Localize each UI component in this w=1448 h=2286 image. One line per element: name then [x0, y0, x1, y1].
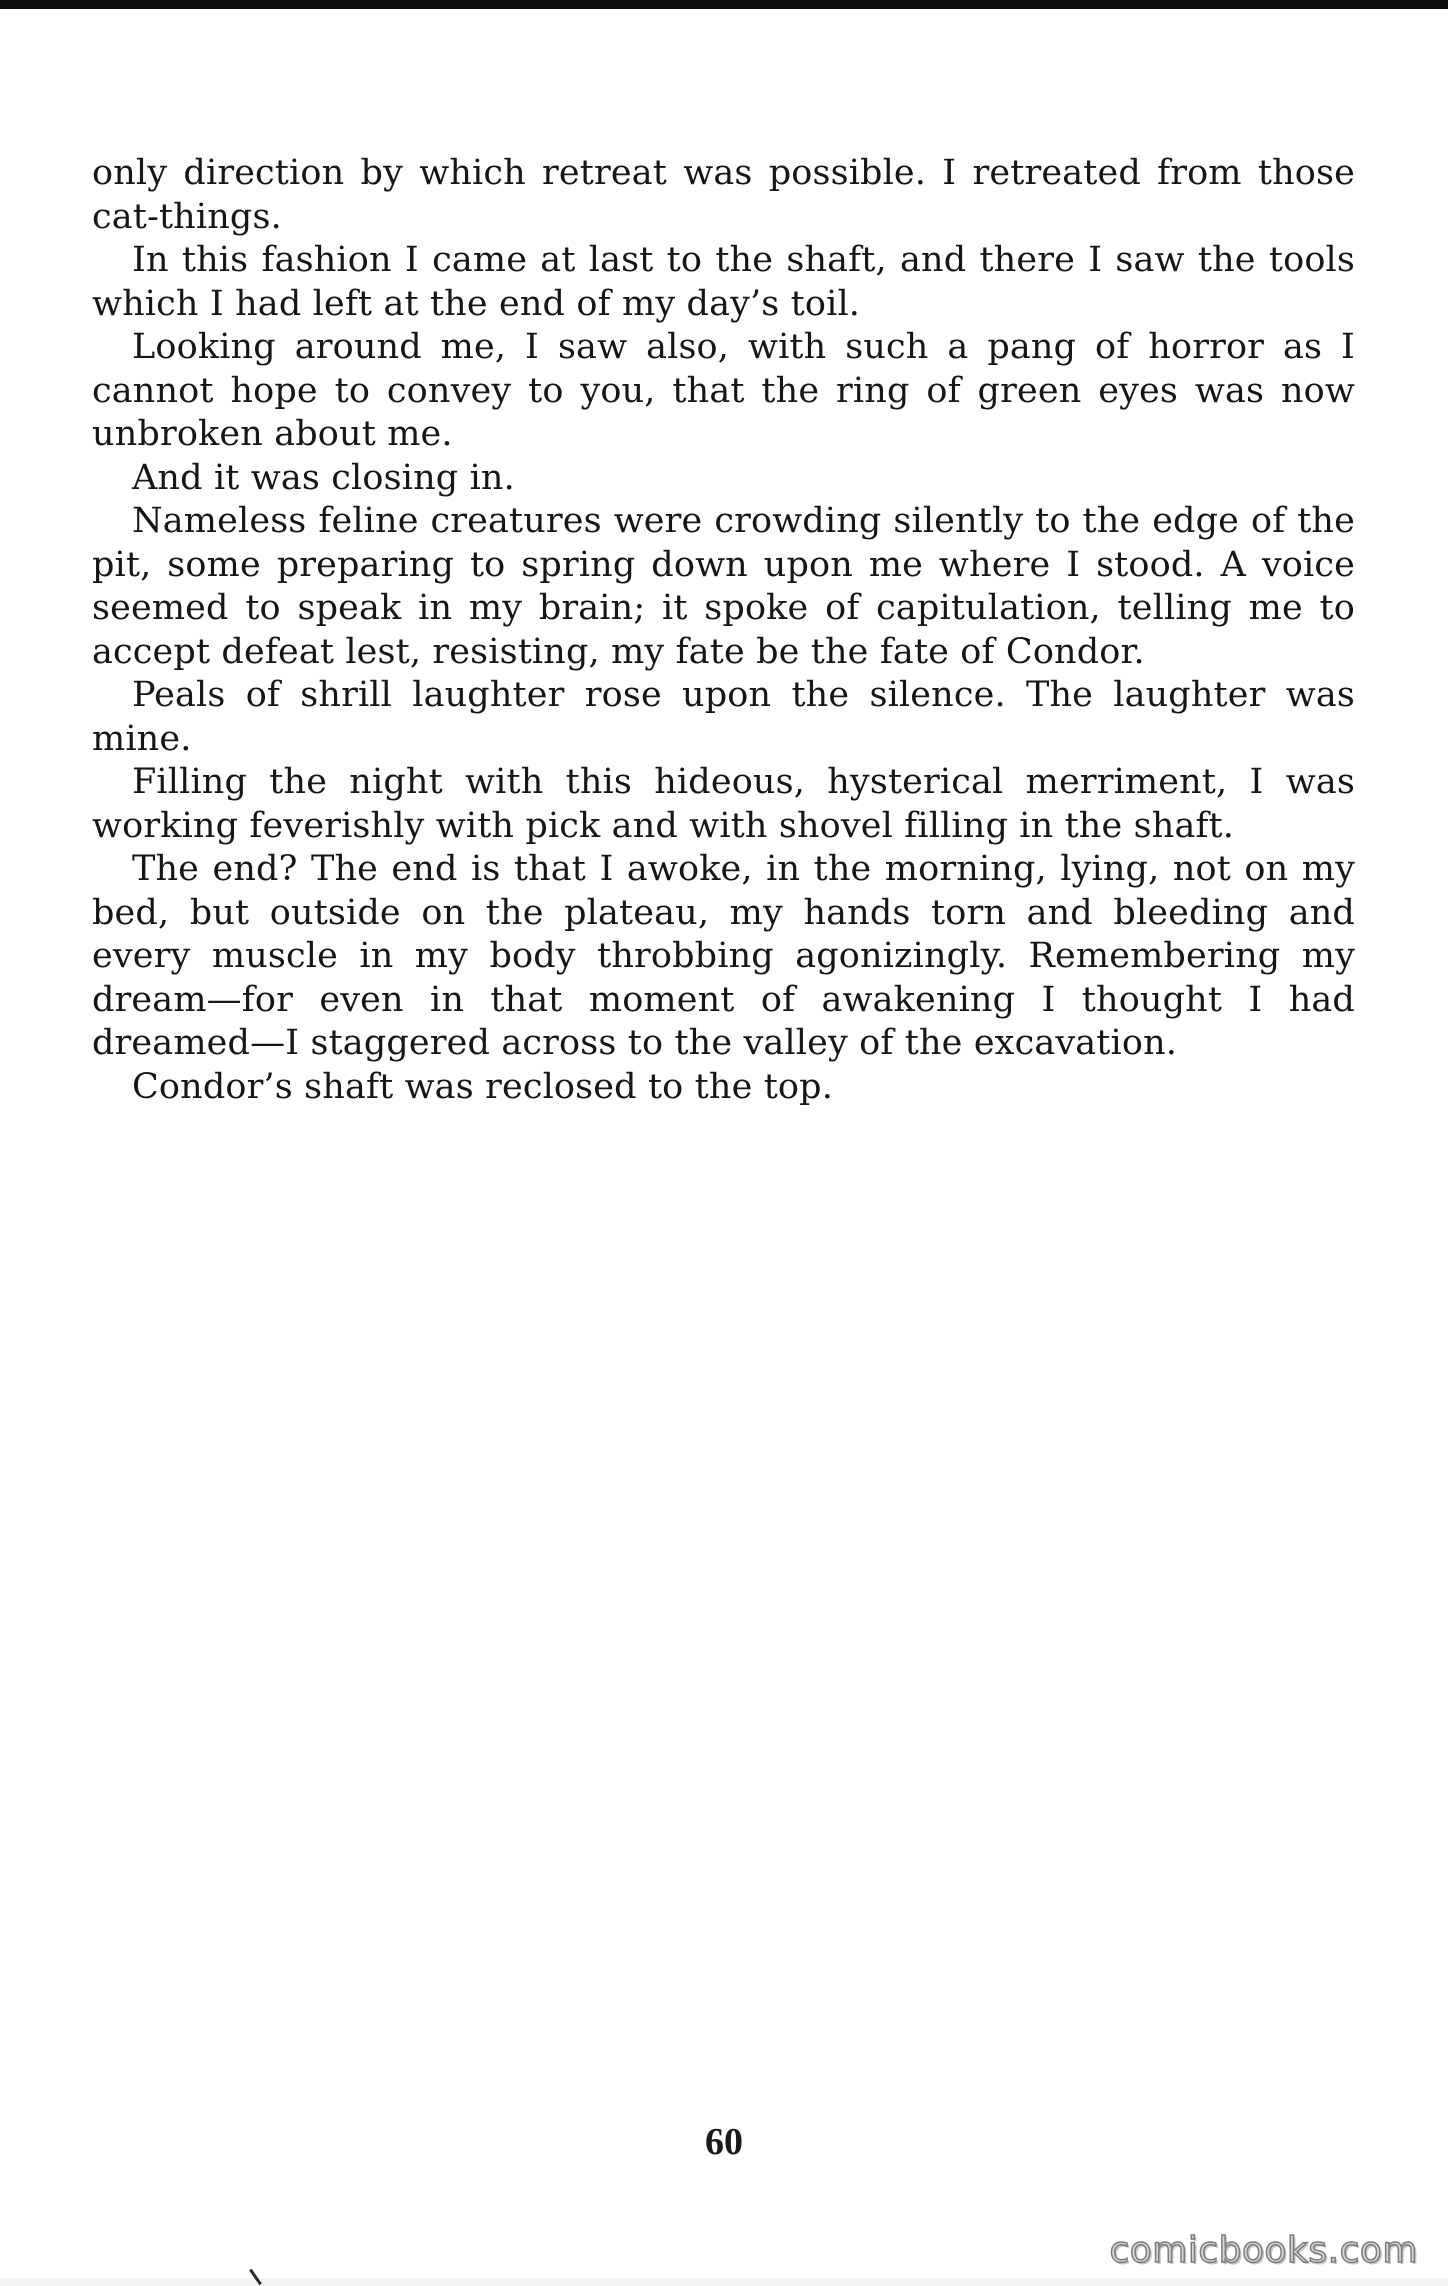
paragraph-continued: only direction by which retreat was possible. I retreated from those cat-things.	[92, 153, 1355, 237]
paragraph: Looking around me, I saw also, with such a pang of horror as I cannot hope to convey to you, that the ring of green eyes was now unbroken about me.	[92, 327, 1355, 454]
paragraph: Condor’s shaft was reclosed to the top.	[132, 1066, 833, 1107]
bottom-scan-edge	[0, 2278, 1448, 2286]
paragraph: The end? The end is that I awoke, in the morning, lying, not on my bed, but outside on the plateau, my hands torn and bleeding and every muscle in my body throbbing agonizingly. Remembering my dream—for even in that moment of awakening I thought I had dreamed—I staggered across to the valley of the excavation.	[92, 849, 1355, 1063]
paragraph: Filling the night with this hideous, hysterical merriment, I was working feverishly with pick and with shovel filling in the shaft.	[92, 762, 1355, 846]
paragraph: In this fashion I came at last to the shaft, and there I saw the tools which I had left at the end of my day’s toil.	[92, 240, 1355, 324]
paragraph: Nameless feline creatures were crowding silently to the edge of the pit, some preparing to spring down upon me where I stood. A voice seemed to speak in my brain; it spoke of capitulation, telling me to accept defeat lest, resisting, my fate be the fate of Condor.	[92, 501, 1355, 672]
page-body-text	[92, 152, 1355, 1109]
top-scan-border	[0, 0, 1448, 9]
paragraph: And it was closing in.	[132, 457, 515, 498]
paragraph: Peals of shrill laughter rose upon the silence. The laughter was mine.	[92, 675, 1355, 759]
site-watermark: comicbooks.com	[1109, 2230, 1418, 2271]
page-number: 60	[705, 2121, 743, 2163]
